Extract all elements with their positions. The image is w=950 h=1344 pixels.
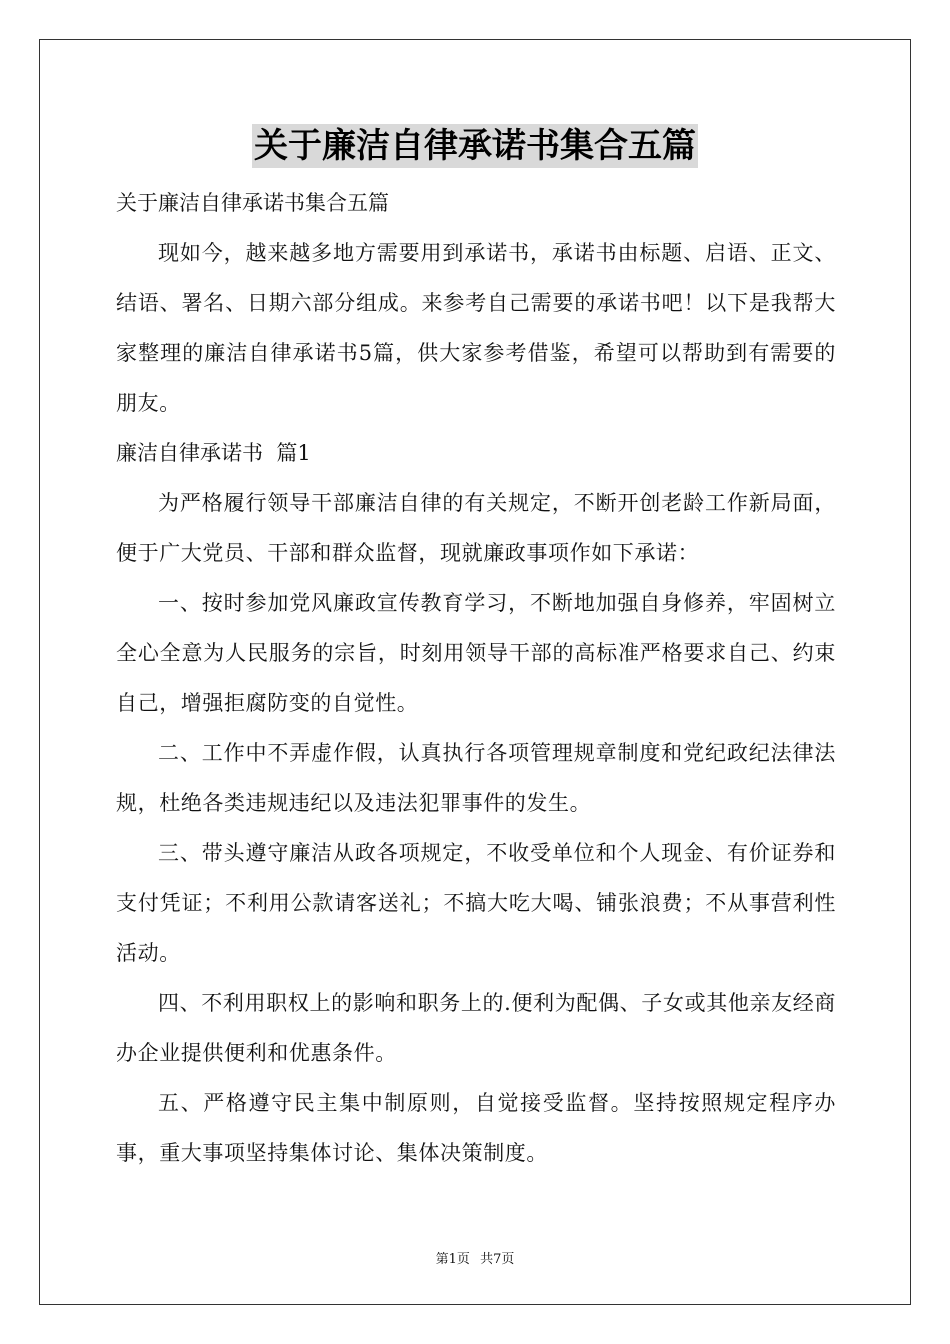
page-footer <box>0 1248 950 1267</box>
page-number: 第1页 <box>435 1252 470 1267</box>
page-total: 共7页 <box>480 1252 515 1267</box>
intro-paragraph: 现如今，越来越多地方需要用到承诺书，承诺书由标题、启语、正文、结语、署名、日期六部分组成。来参考自己需要的承诺书吧！以下是我帮大家整理的廉洁自律承诺书5篇，供大家参考借鉴，希望可以帮助到有需要的朋友。 <box>116 241 836 415</box>
body-paragraph-item-2: 二、工作中不弄虚作假，认真执行各项管理规章制度和党纪政纪法律法规，杜绝各类违规违纪以及违法犯罪事件的发生。 <box>116 741 836 815</box>
body-paragraph-item-4: 四、不利用职权上的影响和职务上的.便利为配偶、子女或其他亲友经商办企业提供便利和优惠条件。 <box>116 991 836 1065</box>
document-body <box>116 178 836 1178</box>
document-subtitle: 关于廉洁自律承诺书集合五篇 <box>116 191 389 215</box>
section-heading: 廉洁自律承诺书 篇1 <box>116 441 311 465</box>
body-paragraph-preamble: 为严格履行领导干部廉洁自律的有关规定，不断开创老龄工作新局面，便于广大党员、干部和群众监督，现就廉政事项作如下承诺： <box>116 491 836 565</box>
document-title: 关于廉洁自律承诺书集合五篇 <box>254 126 696 166</box>
body-paragraph-item-1: 一、按时参加党风廉政宣传教育学习，不断地加强自身修养，牢固树立全心全意为人民服务的宗旨，时刻用领导干部的高标准严格要求自己、约束自己，增强拒腐防变的自觉性。 <box>116 591 836 715</box>
body-paragraph-item-5: 五、严格遵守民主集中制原则，自觉接受监督。坚持按照规定程序办事，重大事项坚持集体讨论、集体决策制度。 <box>116 1091 836 1165</box>
body-paragraph-item-3: 三、带头遵守廉洁从政各项规定，不收受单位和个人现金、有价证券和支付凭证；不利用公款请客送礼；不搞大吃大喝、铺张浪费；不从事营利性活动。 <box>116 841 836 965</box>
title-area <box>0 124 950 168</box>
